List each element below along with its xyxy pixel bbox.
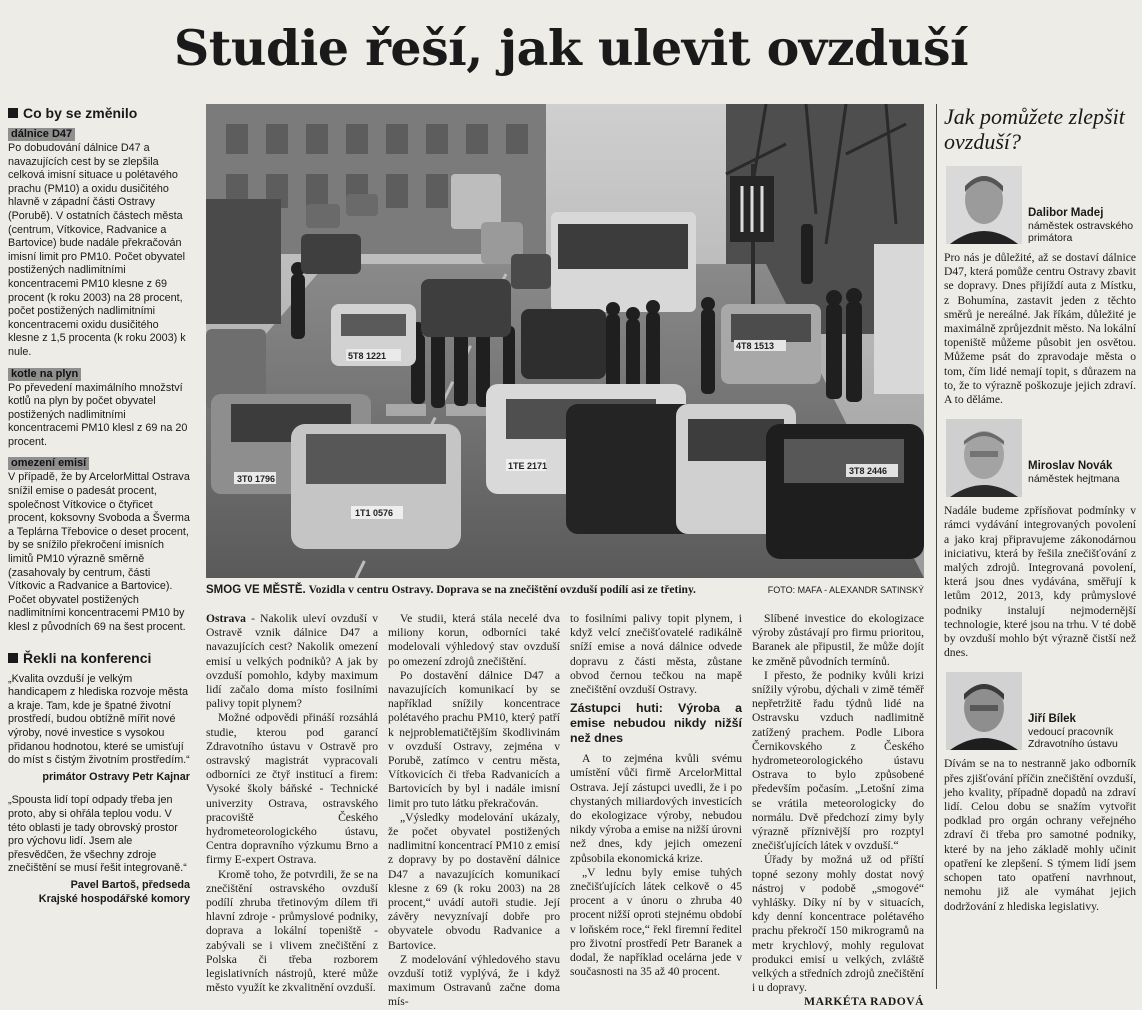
person-statement: Pro nás je důležité, až se dostaví dálnice D47, která pomůže centru Ostravy zbavit se dopravy. Dnes přijíždí auta z Místku, z Bohumína, zastavit jeden z těchto směrů je nereálné. Jak říkám, důležité je maximálně zprůjezdnit město. Na lokální topeniště můžeme působit jen osvětou. Můžeme psát do zpravodaje města o tom, čím lidé nemají topit, s důrazem na to, že to výrazně poškozuje jejich zdraví. A to děláme. xyxy=(944,251,1136,407)
photo-credit: FOTO: MAFA - ALEXANDR SATINSKÝ xyxy=(767,585,924,595)
article-paragraph: Kromě toho, že potvrdili, že se na znečištění ostravského ovzduší podílí zhruba třetinovým dílem tři hlavní zdroje - průmyslové podniky, doprava a lokální topeniště - zabývali se i vlivem znečištění z Polska či třeba rozborem legislativních nástrojů, které může město využít ke zkvalitnění ovzduší. xyxy=(206,867,378,995)
person-block xyxy=(944,166,1136,246)
item-text: Po převedení maximálního množství kotlů na plyn by počet obyvatel postižených nadlimitními koncentracemi PM10 klesl z 69 na 20 procent. xyxy=(8,381,188,448)
quote-signature-org: Krajské hospodářské komory xyxy=(38,892,190,905)
person-role: náměstek hejtmana xyxy=(1028,473,1120,486)
article-column-1 xyxy=(206,612,378,995)
portrait-photo xyxy=(946,419,1022,497)
person-statement: Nadále budeme zpřísňovat podmínky v rámci vydávání integrovaných povolení a jako kraj připravujeme zákonodárnou iniciativu, která by řešila znečišťování z malých zdrojů. Integrovaná povolení, která jsou dnes vydávána, směřují k letům 2012, 2013, kdy průmyslové podniky instalují nejmodernější technologie, které jsou na trhu. V té době by ovzduší mohlo být výrazně čistší než dnes. xyxy=(944,504,1136,660)
person-statement: Dívám se na to nestranně jako odborník přes zjišťování příčin znečištění ovzduší, jeho kvality, případně dopadů na zdraví lidí. Celou dobu se snažím vytvořit podklad pro orgán ochrany veřejného zdraví či třeba pro samotné podniky, které by na jeho základě mohly učinit opatření ke zlepšení. S týmem lidí jsem schopen tato opatření navrhnout, nemohu již ale vymáhat jejich dodržování z hlediska legislativy. xyxy=(944,757,1136,913)
traffic-scene-image xyxy=(206,104,924,578)
portrait-photo xyxy=(946,672,1022,750)
quote-text: „Spousta lidí topí odpady třeba jen proto, aby si ohřála teplou vodu. V této oblasti je tady obrovský prostor pro výchovu lidí. Jsem ale přesvědčen, že všechny zdroje znečištění se musí řešit integrovaně.“ xyxy=(8,794,187,875)
headline: Studie řeší, jak ulevit ovzduší xyxy=(173,19,969,77)
article-paragraph: I přesto, že podniky kvůli krizi snížily výrobu, dýchali v zimě téměř nepřetržitě řadu týdnů lidé na Ostravsku vzduch nadlimitně zatížený prachem. Podle Libora Černikovského z Českého hydrometeorologického ústavu Ostrava to bylo způsobené především počasím. „Letošní zima se vrátila meteorologicky do normálu. Dvě předchozí zimy byly výrazně příznivější pro rozptyl znečišťujících látek v ovzduší.“ xyxy=(752,668,924,853)
license-plate-text: 1T1 0576 xyxy=(355,508,394,518)
item-tag: dálnice D47 xyxy=(8,128,75,141)
person-role: náměstek ostravského primátora xyxy=(1028,220,1134,244)
article-author: MARKÉTA RADOVÁ xyxy=(804,995,924,1009)
sidebar-section-heading xyxy=(8,649,190,667)
caption-label: SMOG VE MĚSTĚ. xyxy=(206,584,306,596)
article-column-4 xyxy=(752,612,924,1010)
sidebar-item-kotle xyxy=(8,368,190,450)
article-paragraph xyxy=(206,612,378,711)
dateline: Ostrava xyxy=(206,612,246,625)
sidebar-section-heading xyxy=(8,104,190,122)
person-name: Jiří Bílek xyxy=(1028,713,1076,726)
sidebar-item-d47 xyxy=(8,128,190,360)
photo-caption xyxy=(206,583,924,597)
person-name: Dalibor Madej xyxy=(1028,207,1104,219)
license-plate-text: 1TE 2171 xyxy=(508,461,548,471)
article-paragraph: Po dostavění dálnice D47 a navazujících komunikací by se například snížily koncentrace polétavého prachu PM10, který patří k nejproblematičtějším škodlivinám v ovzduší Ostravy, zejména v Porubě, zatímco v centru města, Vítkovicích či třeba Radvanicích a Bartovicích by byl i nadále imisní limit pro tuto látku překračován. xyxy=(388,668,560,810)
person-block xyxy=(944,419,1136,499)
article-paragraph: Možné odpovědi přináší rozsáhlá studie, kterou pod garancí Zdravotního ústavu v Ostravě pro ostravský magistrát vypracovali odborníci ze čtyř institucí a firem: Vysoké školy báňské - Technické univerzity Ostrava, ostravského pracoviště Českého hydrometeorologického ústavu, Centra dopravního výzkumu Brno a firmy E-expert Ostrava. xyxy=(206,711,378,867)
article-column-3 xyxy=(570,612,742,979)
article-paragraph: A to zejména kvůli svému umístění vůči firmě ArcelorMittal Ostrava. Její zástupci uvedli, že i po chystaných miliardových investicích do ekologizace výroby, nebudou nikdy výroba a emise na nižší úrovni než dnes, kdy jejich omezení způsobila ekonomická krize. xyxy=(570,752,742,865)
paragraph-text: - Nakolik uleví ovzduší v Ostravě vznik dálnice D47 a navazujících cest? Nakolik omezení emisí u velkých podniků? A jak by ovzduší pomohlo, kdyby maximum lidí začalo doma místo fosilními palivy topit plynem? xyxy=(206,612,378,711)
portrait-photo xyxy=(946,166,1022,244)
square-bullet-icon xyxy=(8,653,18,663)
section-heading-text: Řekli na konferenci xyxy=(23,649,152,666)
sidebar-title: Jak pomůžete zlepšit ovzduší? xyxy=(944,104,1125,154)
article-paragraph: „V lednu byly emise tuhých znečišťujících látek celkově o 45 procent a v únoru o zhruba 40 procent nižší oproti stejnému období v loňském roce,“ řekl firemní ředitel pro životní prostředí Petr Baranek a dodal, že například ocelárna jede v současnosti na 35 až 40 procent. xyxy=(570,865,742,979)
section-heading-text: Co by se změnilo xyxy=(23,105,138,121)
article-paragraph: Úřady by možná už od příští topné sezony mohly dostat nový nástroj v podobě „smogové“ vyhlášky. Díky ní by v situacích, kdy denní koncentrace polétavého prachu překročí 150 mikrogramů na metr krychlový, mohly regulovat produkci emisí u velkých, zvláště velkých a středních zdrojů znečištění i u dopravy. xyxy=(752,853,924,995)
item-text: Po dobudování dálnice D47 a navazujících cest by se zlepšila celková imisní situace u polétavého prachu (PM10) a oxidu dusičitého hlavně v západní části Ostravy (Porubě). V ostatních částech města (centrum, Vítkovice, Radvanice a Bartovice) bude nadále překračován imisní limit pro PM10. Počet obyvatel postižených nadlimitními koncentracemi PM10 klesne z 69 procent (k roku 2003) na 28 procent, počet postižených nadlimitními koncentracemi oxidu dusičitého klesne z 1,5 procenta (k roku 2003) k nule. xyxy=(8,142,186,358)
right-sidebar xyxy=(944,104,1136,926)
license-plate-text: 4T8 1513 xyxy=(736,341,775,351)
article-paragraph: Ve studii, která stála necelé dva miliony korun, odborníci také modelovali výhledový stav ovzduší po omezení zdrojů znečištění. xyxy=(388,612,560,668)
column-divider xyxy=(936,104,937,989)
sidebar-item-emise xyxy=(8,457,190,634)
article-paragraph: to fosilními palivy topit plynem, i když velcí znečišťovatelé radikálně sníží emise a nová dálnice odvede dopravu z části města, zůstane obvod černou tečkou na mapě znečištění ovzduší Ostravy. xyxy=(570,612,742,697)
item-tag: omezení emisí xyxy=(8,457,89,470)
quote-signature: Pavel Bartoš, předseda xyxy=(70,878,190,891)
item-tag: kotle na plyn xyxy=(8,368,81,381)
article-paragraph: Slíbené investice do ekologizace výroby zůstávají pro firmu prioritou, Baranek ale připustil, že může dojít ke změně původních termínů. xyxy=(752,612,924,668)
quote-text: „Kvalita ovzduší je velkým handicapem z hlediska rozvoje města a kraje. Tam, kde je špatné životní prostředí, budou obtížně mířit nové výroby, nové investice s vysokou přidanou hodnotou, které se umisťují do míst s čistým životním prostředím.“ xyxy=(8,672,190,767)
article-subheading: Zástupci huti: Výroba a emise nebudou nikdy nižší než dnes xyxy=(570,701,742,746)
left-sidebar xyxy=(8,104,190,916)
article-paragraph: Z modelování výhledového stavu ovzduší totiž vyplývá, že i když maximum Ostravanů začne doma mís- xyxy=(388,952,560,1009)
article-paragraph: „Výsledky modelování ukázaly, že počet obyvatel postižených nadlimitní koncentrací PM10 z emisí z dopravy by po dostavění dálnice D47 a navazujících komunikací klesne z 69 (k roku 2003) na 28 procent,“ uvádí autoři studie. Její závěry nevyznívají dobře pro obyvatele obvodu Radvanice a Bartovice. xyxy=(388,810,560,952)
license-plate-text: 5T8 1221 xyxy=(348,351,387,361)
quote-signature: primátor Ostravy Petr Kajnar xyxy=(42,770,190,783)
caption-text: Vozidla v centru Ostravy. Doprava se na znečištění ovzduší podílí asi ze třetiny. xyxy=(308,584,696,596)
street-photo xyxy=(206,104,924,578)
person-block xyxy=(944,672,1136,752)
person-role: vedoucí pracovník Zdravotního ústavu xyxy=(1028,726,1118,751)
person-name: Miroslav Novák xyxy=(1028,460,1113,473)
license-plate-text: 3T8 2446 xyxy=(849,466,888,476)
article-column-2 xyxy=(388,612,560,1010)
square-bullet-icon xyxy=(8,108,18,118)
item-text: V případě, že by ArcelorMittal Ostrava snížil emise o padesát procent, společnost Vítkovice o čtyřicet procent, koksovny Svoboda a Šverma a Teplárna Třebovice o deset procent, by se snížilo překročení imisních limitů PM10 výrazně směrně (zasahovaly by centrum, části Vítkovic a Radvanice a Bartovice). Počet obyvatel postižených nadlimitními koncentracemi PM10 by klesl z původních 69 na šest procent. xyxy=(8,471,190,633)
license-plate-text: 3T0 1796 xyxy=(237,474,276,484)
